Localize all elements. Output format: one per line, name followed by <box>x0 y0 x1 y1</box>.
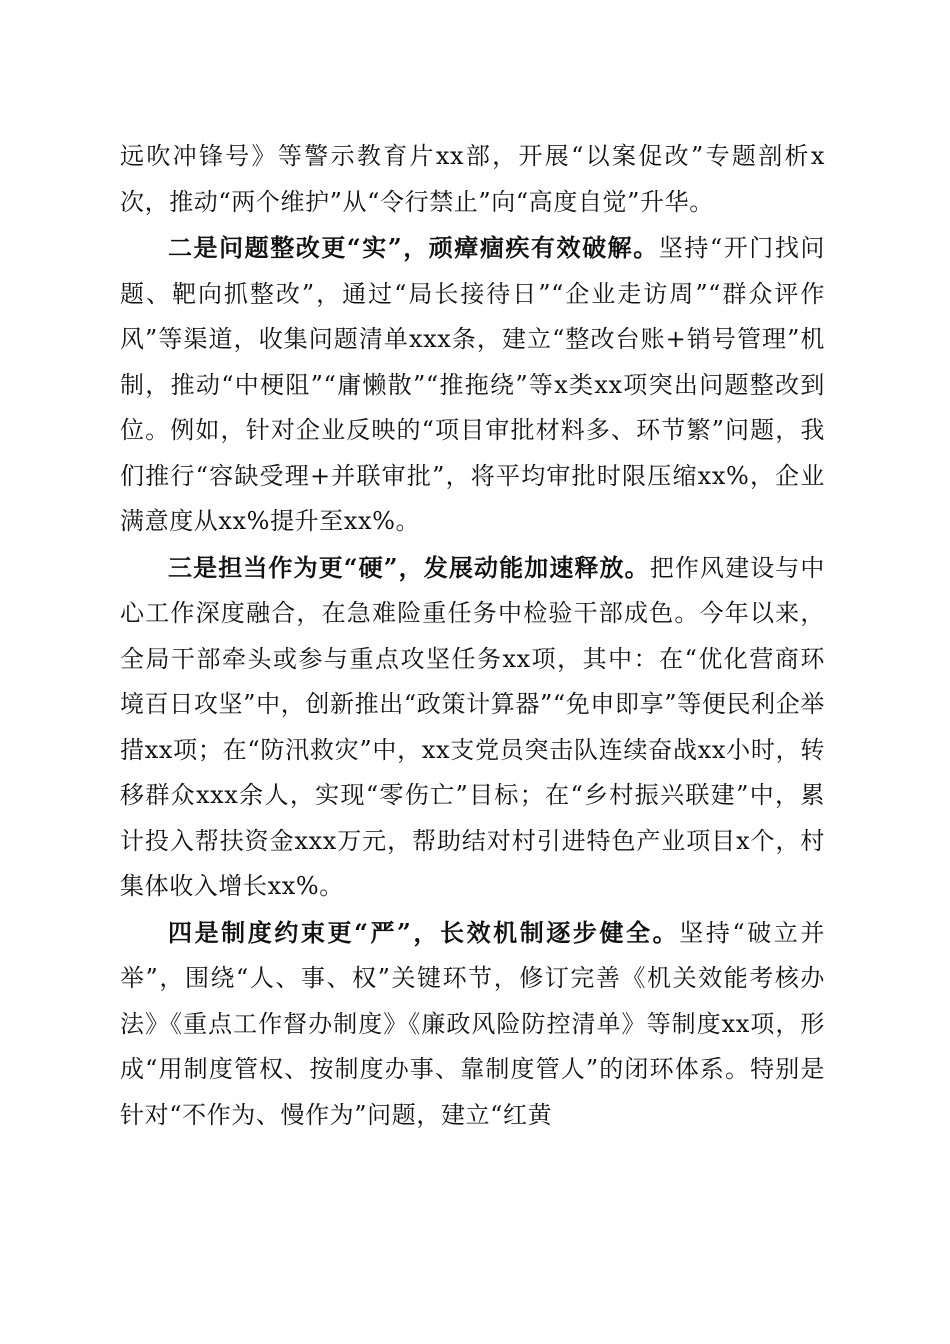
paragraph-text: 坚持“开门找问题、靶向抓整改”，通过“局长接待日”“企业走访周”“群众评作风”等渠道，收集问题清单xxx条，建立“整改台账+销号管理”机制，推动“中梗阻”“庸懒散”“推拖绕”等x类xx项突出问题整改到位。例如，针对企业反映的“项目审批材料多、环节繁”问题，我们推行“容缺受理+并联审批”，将平均审批时限压缩xx%，企业满意度从xx%提升至xx%。 <box>120 234 825 535</box>
paragraph-lead: 三是担当作为更“硬”，发展动能加速释放。 <box>168 552 650 582</box>
paragraph-responsibility <box>120 545 825 910</box>
paragraph-text: 远吹冲锋号》等警示教育片xx部，开展“以案促改”专题剖析x次，推动“两个维护”从“令行禁止”向“高度自觉”升华。 <box>120 142 825 216</box>
paragraph-continued <box>120 134 825 225</box>
paragraph-lead: 四是制度约束更“严”，长效机制逐步健全。 <box>168 917 680 947</box>
paragraph-lead: 二是问题整改更“实”，顽瘴痼疾有效破解。 <box>168 233 659 262</box>
paragraph-text: 坚持“破立并举”，围绕“人、事、权”关键环节，修订完善《机关效能考核办法》《重点工作督办制度》《廉政风险防控清单》等制度xx项，形成“用制度管权、按制度办事、靠制度管人”的闭环体系。特别是针对“不作为、慢作为”问题，建立“红黄 <box>120 918 826 1129</box>
paragraph-problem-rectification <box>120 225 825 545</box>
paragraph-text: 把作风建设与中心工作深度融合，在急难险重任务中检验干部成色。今年以来，全局干部牵头或参与重点攻坚任务xx项，其中：在“优化营商环境百日攻坚”中，创新推出“政策计算器”“免申即享”等便民利企举措xx项；在“防汛救灾”中，xx支党员突击队连续奋战xx小时，转移群众xxx余人，实现“零伤亡”目标；在“乡村振兴联建”中，累计投入帮扶资金xxx万元，帮助结对村引进特色产业项目x个，村集体收入增长xx%。 <box>120 553 826 900</box>
document-body <box>120 134 825 1138</box>
paragraph-institutional-constraint <box>120 910 825 1139</box>
